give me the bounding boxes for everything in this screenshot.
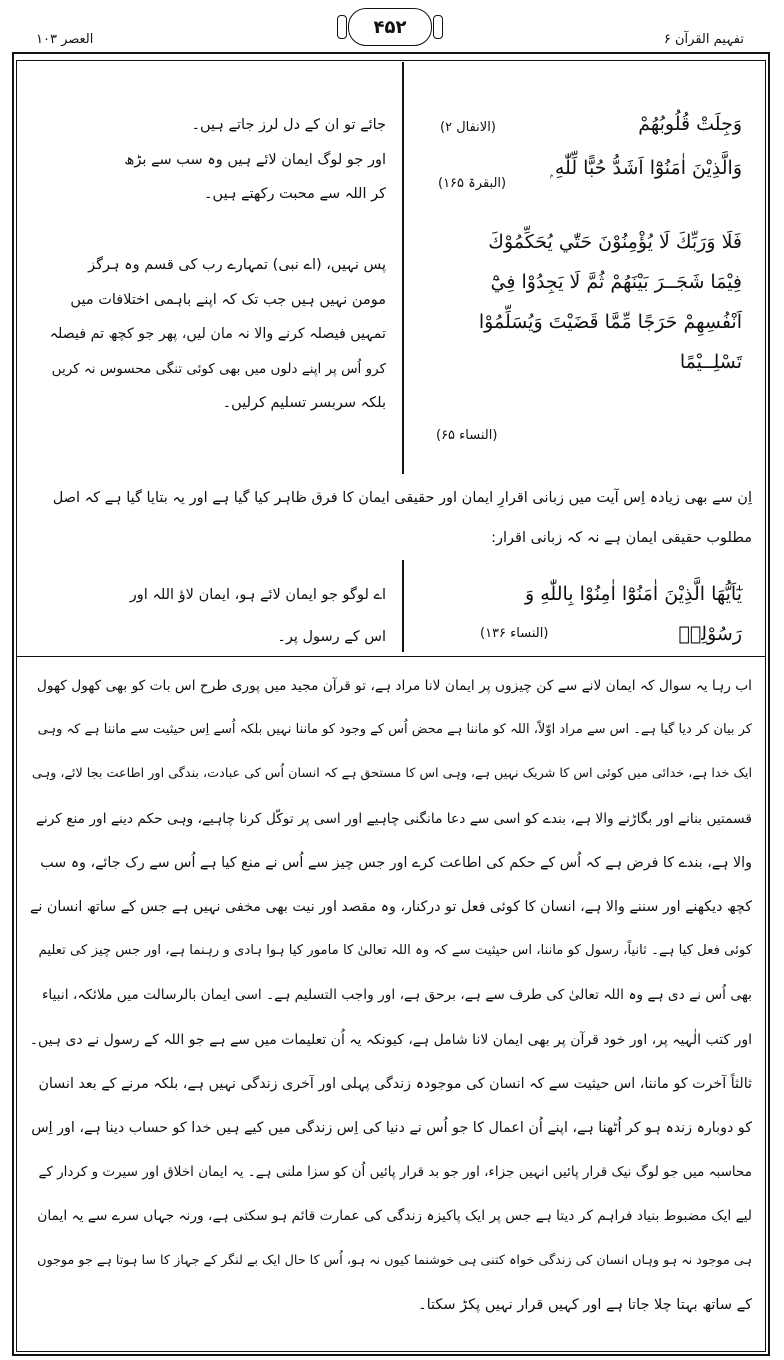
page-number: ۴۵۲ [348, 8, 432, 46]
translation-line: بلکہ سربسر تسلیم کرلیں۔ [222, 395, 386, 411]
arabic-line: تَسْلِــيْمًا [679, 351, 742, 373]
commentary-intro [30, 478, 752, 558]
paragraph-line: محاسبہ میں جو لوگ نیک قرار پائیں انہیں جزاء، اور جو بد قرار پائیں اُن کو سزا ملنی ہے۔ یہ ایمان اخلاق اور سیرت و کردار کے [38, 1164, 752, 1181]
paragraph-line: ثالثاً آخرت کو ماننا، اس حیثیت سے کہ انسان کی موجودہ زندگی پہلی اور آخری زندگی نہیں ہے، بلکہ مرنے کے بعد انسان [38, 1075, 752, 1092]
commentary-body [30, 664, 752, 1327]
translation-line: اے لوگو جو ایمان لائے ہو، ایمان لاؤ اللہ اور [129, 587, 386, 603]
arabic-verse-2 [402, 222, 742, 382]
verse-ref: (النساء ۶۵) [436, 428, 498, 443]
paragraph-line: ایک خدا ہے، خدائی میں کوئی اس کا شریک نہیں ہے، وہی اس کا مستحق ہے کہ انسان اُس کی عبادت، بندگی اور اطاعت بجا لائے، وہی [32, 766, 752, 782]
arabic-line: فِيْمَا شَجَــرَ بَيْنَھُمْ ثُمَّ لَا يَجِدُوْا فِيْٓ [490, 271, 742, 293]
verse-ref: (النساء ۱۳۶) [480, 626, 549, 641]
translation-line: اور جو لوگ ایمان لائے ہیں وہ سب سے بڑھ [124, 151, 386, 168]
paragraph-line: قسمتیں بنانے اور بگاڑنے والا ہے، بندے کو اسی سے دعا مانگنی چاہیے اور اسی پر توکّل کرنا چاہیے، وہی حکم دینے اور منع کرنے [35, 810, 752, 827]
translation-line: جائے تو ان کے دل لرز جاتے ہیں۔ [191, 117, 386, 133]
paragraph-line: کر بیان کر دیا گیا ہے۔ اس سے مراد اوّلاً، اللہ کو ماننا ہے محض اُس کے وجود کو ماننا نہیں بلکہ اُسے اِس حیثیت سے ماننا ہے کہ وہی [37, 722, 752, 738]
verse-ref: (الانفال ۲) [440, 120, 496, 135]
paragraph-line: بھی اُس نے دی ہے وہ اللہ تعالیٰ کی طرف سے ہے، برحق ہے، اور واجب التسلیم ہے۔ اسی ایمان بالرسالت میں ملائکہ، انبیاء [41, 987, 752, 1004]
paragraph-line: کوئی فعل کیا ہے۔ ثانیاً، رسول کو ماننا، اس حیثیت سے کہ وہ اللہ تعالیٰ کا مامور کیا ہوا ہادی و رہنما ہے، اور جس چیز کی تعلیم [38, 943, 752, 959]
translation-3 [46, 574, 386, 658]
surah-label: العصر ۱۰۳ [36, 32, 94, 47]
paragraph-line: کے ساتھ بہتا چلا جاتا ہے اور کہیں قرار نہیں پکڑ سکتا۔ [418, 1296, 752, 1313]
translation-line: پس نہیں، (اے نبی) تمہارے رب کی قسم وہ ہرگز [88, 257, 386, 273]
translation-line: مومن نہیں ہیں جب تک کہ اپنے باہمی اختلافات میں [70, 291, 386, 308]
arabic-line: وَالَّذِيْنَ اٰمَنُوْٓا اَشَدُّ حُبًّا لِّلّٰهِ ۭ [550, 157, 742, 179]
paragraph-line: اب رہا یہ سوال کہ ایمان لانے سے کن چیزوں پر ایمان لانا مراد ہے، تو قرآن مجید میں پوری طرح اس بات کو بھی کھول کھول [36, 678, 752, 694]
translation-line: اس کے رسول پر۔ [277, 629, 386, 645]
verse-ref: (البقرۃ ۱۶۵) [438, 176, 507, 191]
arabic-line: رَسُوْلِهٖ [678, 623, 742, 645]
paragraph-line: لیے ایک مضبوط بنیاد فراہم کر دیتا ہے جس پر ایک پاکیزہ زندگی کی عمارت قائم ہو سکتی ہے، ورنہ جہاں سرے سے یہ ایمان [37, 1208, 752, 1225]
section-divider [16, 656, 766, 657]
paragraph-line: کو دوبارہ زندہ ہو کر اُٹھنا ہے، اپنے اُن اعمال کا جو اُس نے دنیا کی اِس زندگی میں کیے ہیں خدا کو حساب دینا ہے، اور اِس [31, 1120, 752, 1137]
arabic-verse-3 [402, 574, 742, 654]
paragraph-line: اور کتب الٰہیہ پر، اور خود قرآن پر بھی ایمان لانا شامل ہے، کیونکہ یہ اُن تعلیمات میں سے ہے جو اللہ کے رسول نے دی ہیں۔ [30, 1031, 752, 1048]
translation-line: تمہیں فیصلہ کرنے والا نہ مان لیں، پھر جو کچھ تم فیصلہ [49, 326, 386, 342]
arabic-line: فَلَا وَرَبِّكَ لَا يُؤْمِنُوْنَ حَتّٰي يُحَكِّمُوْكَ [488, 231, 742, 253]
paragraph-line: مطلوب حقیقی ایمان ہے نہ کہ زبانی اقرار: [491, 530, 752, 546]
translation-1 [46, 108, 386, 212]
paragraph-line: اِن سے بھی زیادہ اِس آیت میں زبانی اقرارِ ایمان اور حقیقی ایمان کا فرق ظاہر کیا گیا ہے اور یہ بتایا گیا ہے کہ اصل [52, 490, 752, 506]
paragraph-line: کچھ دیکھنے اور سننے والا ہے، انسان کا کوئی فعل تو درکنار، وہ مقصد اور نیت بھی مخفی نہیں ہے جس کے ساتھ انسان نے [30, 899, 752, 916]
translation-line: کر اللہ سے محبت رکھتے ہیں۔ [204, 186, 386, 202]
translation-2 [46, 248, 386, 421]
arabic-line: يٰٓاَيُّهَا الَّذِيْنَ اٰمَنُوْٓا اٰمِنُوْا بِاللّٰهِ وَ [525, 583, 742, 605]
arabic-line: وَجِلَتْ قُلُوبُهُمْ [638, 113, 742, 135]
paragraph-line: والا ہے، بندے کا فرض ہے کہ اُس کے حکم کی اطاعت کرے اور جس چیز سے اُس نے منع کیا ہے اُس سے رک جائے، وہ سب [40, 854, 752, 871]
book-title: تفہیم القرآن ۶ [663, 32, 744, 47]
arabic-line: اَنْفُسِهِمْ حَرَجًا مِّمَّا قَضَيْتَ وَيُسَلِّمُوْا [478, 311, 742, 333]
paragraph-line: ہی موجود نہ ہو وہاں انسان کی زندگی خواہ کتنی ہی خوشنما کیوں نہ ہو، اُس کا حال ایک بے لنگر کے جہاز کا سا ہوتا ہے جو موجوں [37, 1252, 752, 1268]
translation-line: کرو اُس پر اپنے دلوں میں بھی کوئی تنگی محسوس نہ کریں [51, 360, 386, 377]
